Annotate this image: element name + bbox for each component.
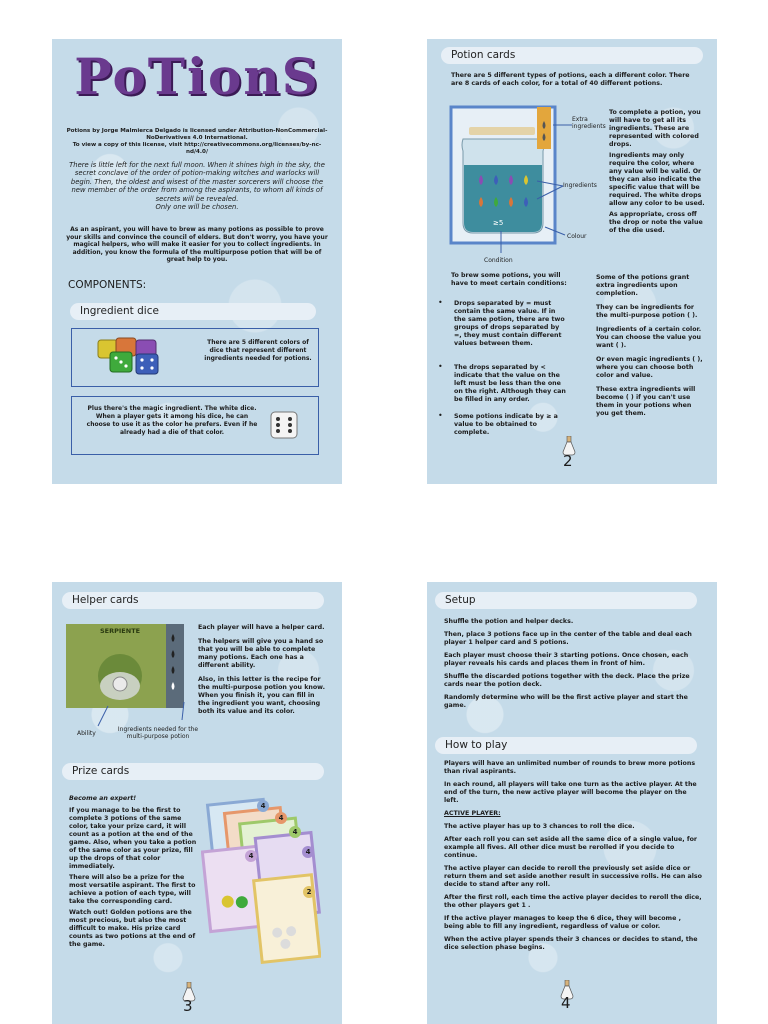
bullet-icon: • [438,411,443,420]
helper-cards-heading: Helper cards [62,592,324,609]
rule-text: Ingredients may only require the color, where any value will be valid. Or they can also indicate the specific value that will be required. The white drops allow any color to be used. [609,152,705,207]
condition-bullet: Some potions indicate by ≥ a value to be obtained to complete. [454,413,558,436]
rules-page-2 [427,39,717,484]
helper-card-image [66,624,184,708]
bullet-icon: • [438,362,443,371]
rule-text: As appropriate, cross off the drop or note the value of the die used. [609,211,703,234]
rule-text: Players will have an unlimited number of rounds to brew more potions than rival aspirants. [444,760,696,775]
rule-text: After each roll you can set aside all the same dice of a single value, for example all fives. All other dice must be rerolled if you decide to continue. [444,836,698,859]
diagram-arrows [497,119,577,259]
rule-text: If the active player manages to keep the 6 dice, they will become , being able to fill any ingredient, regardless of value or color. [444,915,681,930]
prize-cards-heading: Prize cards [62,763,324,780]
label-multi-purpose: Ingredients needed for the multi-purpose potion [117,726,199,740]
story-text: There is little left for the next full moon. When it shines high in the sky, the secret conclave of the order of potion-making witches and warlocks will begin. Then, the oldest and wisest of the master sorcerers will choose the new member of the order from among the aspirants, to whom all kinds of secrets will be revealed. Only one will be chosen. [69,161,325,212]
page-number: 4 [561,994,571,1012]
rule-text: Shuffle the potion and helper decks. [444,618,574,625]
rule-text: Ingredients of a certain color. You can choose the value you want ( ). [596,326,702,349]
rule-text: Or even magic ingredients ( ), where you can choose both color and value. [596,356,703,379]
rule-text: Some of the potions grant extra ingredients upon completion. [596,274,690,297]
condition-value: ≥5 [493,219,504,227]
rule-text: These extra ingredients will become ( ) if you can't use them in your potions when you get them. [596,386,696,417]
active-player-title: ACTIVE PLAYER: [444,810,501,817]
license-text: Potions by Jorge Malmierca Delgado is licensed under Attribution-NonCommercial-NoDerivatives 4.0 International. To view a copy of this license, visit http://creativecommons.org/licenses/by-nc-nd/4.0/ [66,128,328,155]
page-number: 3 [183,997,193,1015]
components-heading: COMPONENTS: [68,279,147,291]
ingredient-dice-heading: Ingredient dice [70,303,316,320]
label-ability: Ability [77,730,96,737]
setup-rules [444,618,702,710]
white-die-icon [268,409,300,441]
rule-text: Then, place 3 potions face up in the center of the table and deal each player 1 helper card and 5 potions. [444,631,692,646]
magic-text: Plus there's the magic ingredient. The white dice. When a player gets it among his dice, he can choose to use it as the color he prefers. Even if he already had a die of that color. [86,405,258,436]
rules-page-1 [52,39,342,484]
rule-text: The active player has up to 3 chances to roll the dice. [444,823,635,830]
bullet-icon: • [438,298,443,307]
rule-text: Also, in this letter is the recipe for the multi-purpose potion you know. When you finish it, you can fill in the ingredient you want, choosing both its value and its color. [198,676,325,715]
rules-page-4 [427,582,717,1024]
condition-bullet: The drops separated by < indicate that the value on the left must be less than the one on the right. Although they can be filled in any order. [454,364,566,403]
potion-cards-heading: Potion cards [441,47,703,64]
helper-arrows [82,700,192,728]
helper-rules [198,624,326,716]
prize-title: Become an expert! [69,795,137,802]
rule-text: Watch out! Golden potions are the most precious, but also the most difficult to make. His prize card counts as two potions at the end of the game. [69,909,196,948]
dice-box [71,328,319,387]
rule-text: They can be ingredients for the multi-purpose potion ( ). [596,304,698,319]
page-number: 2 [563,452,573,470]
prize-mark: 4 [257,800,269,812]
rule-text: To complete a potion, you will have to get all its ingredients. These are represented with colored drops. [609,109,701,148]
potion-rules-right [609,109,709,235]
helper-card-name: SERPIENTE [100,627,141,635]
label-colour: Colour [567,233,587,240]
prize-mark: 4 [289,826,301,838]
rule-text: The active player can decide to reroll the previously set aside dice or return them and set aside another result in successive rolls. He can also decide to stand after any roll. [444,865,703,888]
condition-bullet: Drops separated by = must contain the same value. If in the same potion, there are two groups of drops separated by =, they must contain different values between them. [454,300,565,347]
magic-dice-box [71,396,319,455]
rule-text: Each player will have a helper card. [198,624,325,631]
prize-cards-image [201,794,321,964]
rule-text: If you manage to be the first to complete 3 potions of the same color, take your prize card, it will count as a potion at the end of the game. Also, when you take a potion of the same color as your prize, fill up the drops of that color immediately. [69,807,197,870]
label-ingredients: Ingredients [563,182,597,189]
rule-text: Shuffle the discarded potions together with the deck. Place the prize cards near the potion deck. [444,673,690,688]
label-extra-ingredients: Extra ingredients [572,116,606,130]
rule-text: In each round, all players will take one turn as the active player. At the end of the turn, the new active player will become the player on the left. [444,781,697,804]
conditions-intro: To brew some potions, you will have to meet certain conditions: [451,272,567,287]
prize-rules [69,807,197,949]
rule-text: Each player must choose their 3 starting potions. Once chosen, each player reveals his cards and places them in front of him. [444,652,689,667]
prize-mark: 4 [302,846,314,858]
setup-heading: Setup [435,592,697,609]
prize-mark: 4 [275,812,287,824]
prize-mark: 4 [245,850,257,862]
colored-dice-image [96,336,172,376]
rule-text: Randomly determine who will be the first active player and start the game. [444,694,688,709]
prize-mark: 2 [303,886,315,898]
play-rules [444,760,702,952]
dice-text: There are 5 different colors of dice that represent different ingredients needed for potions. [204,339,312,362]
rule-text: When the active player spends their 3 chances or decides to stand, the dice selection phase begins. [444,936,698,951]
label-condition: Condition [484,257,513,264]
potions-logo: PoTionS [74,47,320,106]
rule-text: After the first roll, each time the active player decides to reroll the dice, the other players get 1 . [444,894,702,909]
intro-text: As an aspirant, you will have to brew as many potions as possible to prove your skills and convince the council of elders. But don't worry, you have your magical helpers, who will make it easier for you to collect ingredients. In addition, you know the formula of the multipurpose potion that will be of great help to you. [66,226,328,264]
rule-text: The helpers will give you a hand so that you will be able to complete many potions. Each one has a different ability. [198,638,324,669]
how-to-play-heading: How to play [435,737,697,754]
extra-ingredients-rules [596,274,704,418]
potion-intro: There are 5 different types of potions, each a different color. There are 8 cards of each color, for a total of 40 different potions. [451,72,690,87]
rule-text: There will also be a prize for the most versatile aspirant. The first to achieve a potion of each type, will take the corresponding card. [69,874,196,905]
rules-page-3 [52,582,342,1024]
